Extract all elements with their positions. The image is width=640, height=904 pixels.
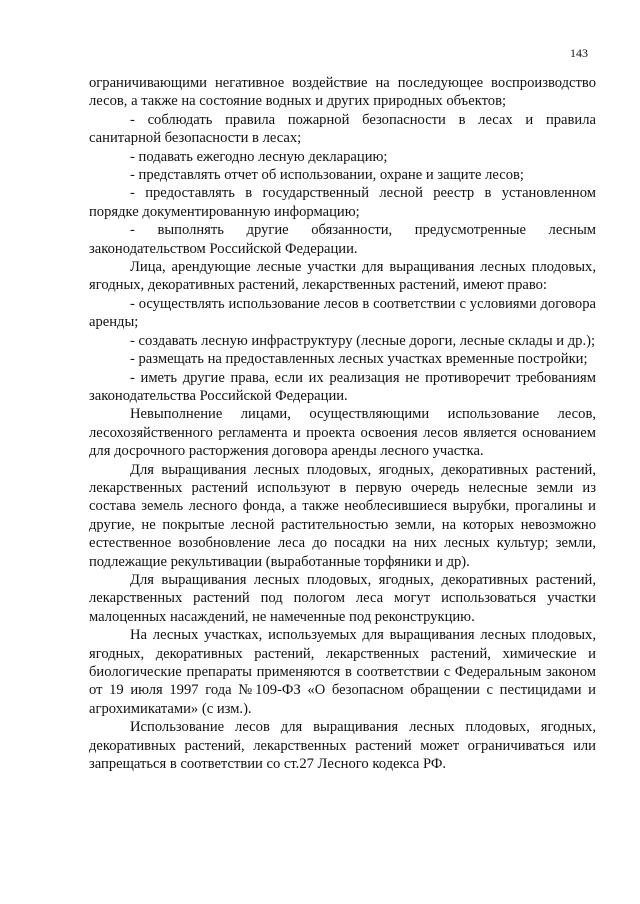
paragraph: Использование лесов для выращивания лесных плодовых, ягодных, декоративных растений, лекарственных растений может ограничиваться или запрещаться в соответствии со ст.27 Лесного кодекса РФ. (89, 719, 596, 773)
page-number: 143 (570, 46, 588, 60)
paragraph: Для выращивания лесных плодовых, ягодных, декоративных растений, лекарственных растений под пологом леса могут использоваться участки малоценных насаждений, не намеченные под реконструкцию. (89, 571, 596, 625)
paragraph: Лица, арендующие лесные участки для выращивания лесных плодовых, ягодных, декоративных растений, лекарственных растений, имеют право: (89, 259, 596, 294)
paragraph: ограничивающими негативное воздействие на последующее воспроизводство лесов, а также на состояние водных и других природных объектов; (89, 75, 596, 110)
paragraph: - подавать ежегодно лесную декларацию; (130, 148, 388, 165)
paragraph: - создавать лесную инфраструктуру (лесные дороги, лесные склады и др.); (130, 332, 596, 349)
body-text (89, 74, 596, 773)
paragraph: - иметь другие права, если их реализация не противоречит требованиям законодательства Российской Федерации. (89, 369, 596, 404)
paragraph: - соблюдать правила пожарной безопасности в лесах и правила санитарной безопасности в лесах; (89, 111, 596, 147)
paragraph: - представлять отчет об использовании, охране и защите лесов; (130, 167, 524, 184)
paragraph: На лесных участках, используемых для выращивания лесных плодовых, ягодных, декоративных растений, лекарственных растений, химические и биологические препараты применяются в соответствии с Федеральным законом от 19 июля 1997 года №109-ФЗ «О безопасном обращении с пестицидами и агрохимикатами» (с изм.). (89, 627, 596, 717)
paragraph: - размещать на предоставленных лесных участках временные постройки; (130, 351, 588, 368)
paragraph: Невыполнение лицами, осуществляющими использование лесов, лесохозяйственного регламента и проекта освоения лесов является основанием для досрочного расторжения договора аренды лесного участка. (89, 406, 596, 460)
paragraph: - выполнять другие обязанности, предусмотренные лесным законодательством Российской Федерации. (89, 222, 596, 257)
paragraph: - предоставлять в государственный лесной реестр в установленном порядке документированную информацию; (89, 185, 596, 220)
paragraph: Для выращивания лесных плодовых, ягодных, декоративных растений, лекарственных растений используют в первую очередь нелесные земли из состава земель лесного фонда, а также необлесившиеся вырубки, прогалины и другие, не покрытые лесной растительностью земли, на которых невозможно естественное возобновление леса до посадки на них лесных культур; земли, подлежащие рекультивации (выработанные торфяники и др). (89, 461, 596, 570)
paragraph: - осуществлять использование лесов в соответствии с условиями договора аренды; (89, 295, 596, 331)
